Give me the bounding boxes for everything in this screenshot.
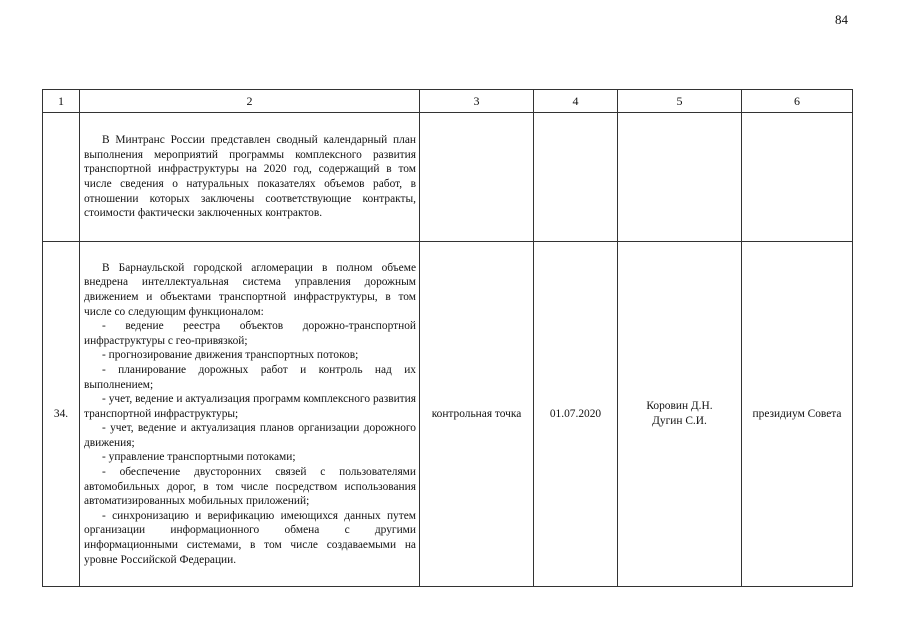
header-col-5: 5 [618,90,742,113]
description-paragraph: В Минтранс России представлен сводный календарный план выполнения мероприятий программы комплексного развития транспортной инфраструктуры на 2020 год, содержащий в том числе сведения о натуральных показателях объемов работ, в отношении которых заключены соответствующие контракты, стоимости фактически заключенных контрактов. [84,134,416,220]
responsible-person: Дугин С.И. [652,415,707,427]
page-number: 84 [835,12,848,27]
description-item: - учет, ведение и актуализация программ комплексного развития транспортной инфраструктуры; [84,393,416,420]
row-approval [742,113,853,242]
row-date: 01.07.2020 [534,242,618,587]
row-responsible [618,113,742,242]
description-item: - управление транспортными потоками; [102,451,296,464]
row-type: контрольная точка [420,242,534,587]
header-col-2: 2 [80,90,420,113]
table-row [43,113,853,242]
row-type [420,113,534,242]
table-row [43,242,853,587]
description-item: - ведение реестра объектов дорожно-транспортной инфраструктуры с гео-привязкой; [84,320,416,347]
plan-table [42,89,853,587]
row-description [80,242,420,587]
description-item: - учет, ведение и актуализация планов организации дорожного движения; [84,422,416,449]
header-col-4: 4 [534,90,618,113]
description-item: - обеспечение двусторонних связей с пользователями автомобильных дорог, в том числе посредством использования автоматизированных мобильных приложений; [84,466,416,508]
table-header-row [43,90,853,113]
row-description [80,113,420,242]
row-responsible [618,242,742,587]
description-item: - синхронизацию и верификацию имеющихся данных путем организации информационного обмена с другими информационными системами, в том числе создаваемыми на уровне Российской Федерации. [84,509,416,566]
row-number [43,113,80,242]
header-col-1: 1 [43,90,80,113]
description-item: - прогнозирование движения транспортных потоков; [102,349,359,362]
row-date [534,113,618,242]
row-number: 34. [43,242,80,587]
description-paragraph: В Барнаульской городской агломерации в полном объеме внедрена интеллектуальная система управления дорожным движением и объектами транспортной инфраструктуры, в том числе со следующим функционалом: [84,261,416,318]
header-col-3: 3 [420,90,534,113]
row-approval: президиум Совета [742,242,853,587]
description-item: - планирование дорожных работ и контроль над их выполнением; [84,363,416,391]
header-col-6: 6 [742,90,853,113]
responsible-person: Коровин Д.Н. [646,400,713,413]
